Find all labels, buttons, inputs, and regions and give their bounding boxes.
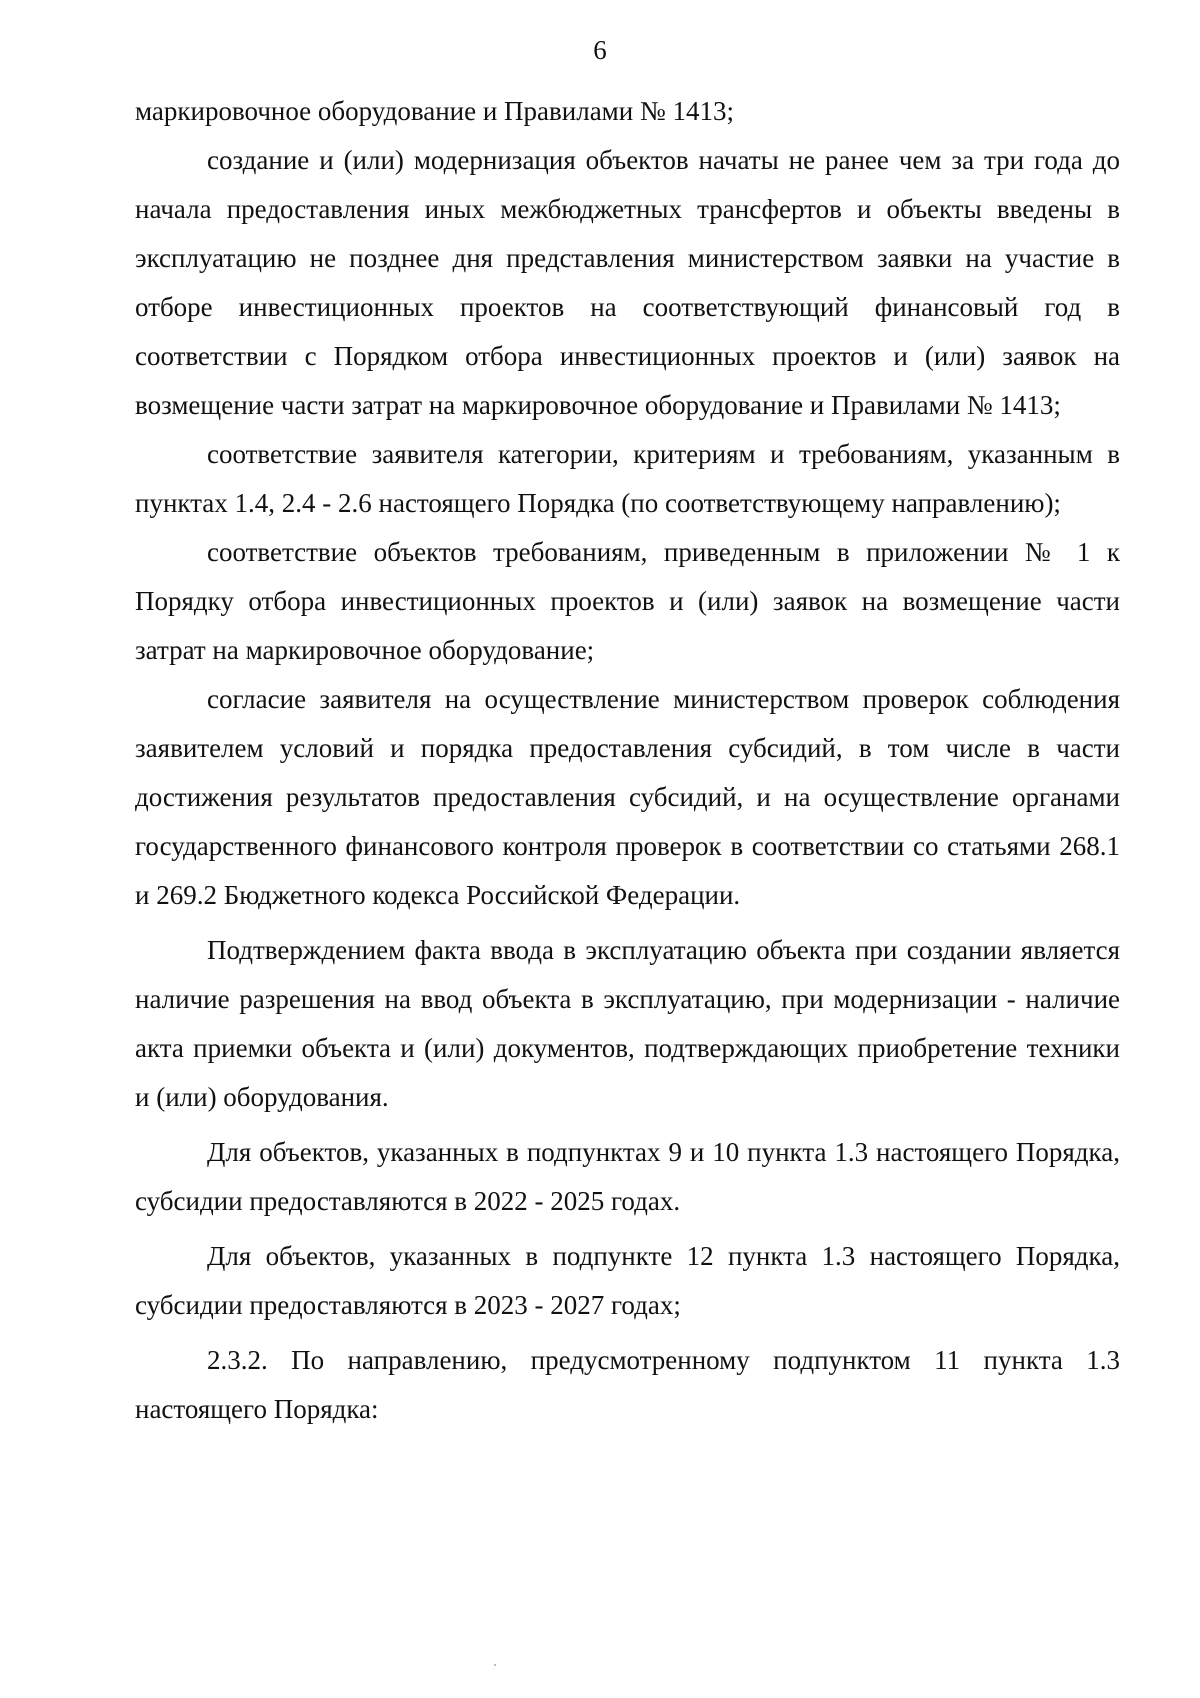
scan-speck xyxy=(494,1664,496,1666)
paragraph-section-2-3-2: 2.3.2. По направлению, предусмотренному подпунктом 11 пункта 1.3 настоящего Порядка: xyxy=(135,1345,1120,1424)
paragraph-continuation: маркировочное оборудование и Правилами № 1413; xyxy=(135,96,734,126)
paragraph-applicant-compliance: соответствие заявителя категории, критериям и требованиям, указанным в пунктах 1.4, 2.4 - 2.6 настоящего Порядка (по соответствующему направлению); xyxy=(135,439,1120,518)
paragraph-subsidy-period-2022-2025: Для объектов, указанных в подпунктах 9 и 10 пункта 1.3 настоящего Порядка, субсидии предоставляются в 2022 - 2025 годах. xyxy=(135,1137,1120,1216)
paragraph-objects-compliance: соответствие объектов требованиям, приведенным в приложении № 1 к Порядку отбора инвестиционных проектов и (или) заявок на возмещение части затрат на маркировочное оборудование; xyxy=(135,537,1120,665)
paragraph-applicant-consent: согласие заявителя на осуществление министерством проверок соблюдения заявителем условий и порядка предоставления субсидий, в том числе в части достижения результатов предоставления субсидий, и на осуществление органами государственного финансового контроля проверок в соответствии со статьями 268.1 и 269.2 Бюджетного кодекса Российской Федерации. xyxy=(135,684,1120,910)
paragraph-creation-modernization-term: создание и (или) модернизация объектов начаты не ранее чем за три года до начала предоставления иных межбюджетных трансфертов и объекты введены в эксплуатацию не позднее дня представления министерством заявки на участие в отборе инвестиционных проектов на соответствующий финансовый год в соответствии с Порядком отбора инвестиционных проектов и (или) заявок на возмещение части затрат на маркировочное оборудование и Правилами № 1413; xyxy=(135,145,1120,420)
page-number: 6 xyxy=(593,35,607,65)
document-body xyxy=(135,87,1120,1434)
paragraph-subsidy-period-2023-2027: Для объектов, указанных в подпункте 12 пункта 1.3 настоящего Порядка, субсидии предоставляются в 2023 - 2027 годах; xyxy=(135,1241,1120,1320)
paragraph-commissioning-confirmation: Подтверждением факта ввода в эксплуатацию объекта при создании является наличие разрешения на ввод объекта в эксплуатацию, при модернизации - наличие акта приемки объекта и (или) документов, подтверждающих приобретение техники и (или) оборудования. xyxy=(135,935,1120,1112)
